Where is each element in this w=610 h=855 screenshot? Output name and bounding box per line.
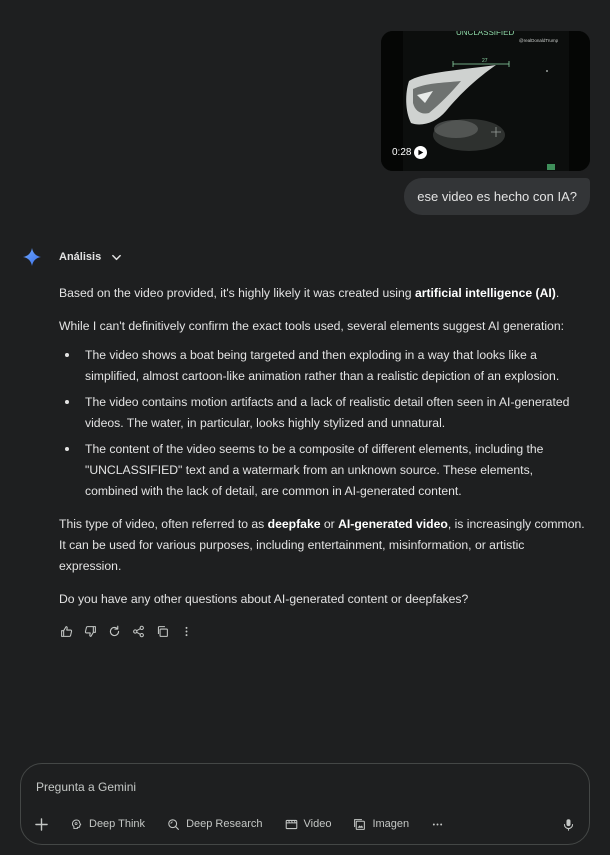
response-bullet-list: [59, 345, 589, 502]
refresh-icon: [108, 625, 121, 638]
deep-think-label: Deep Think: [89, 818, 146, 830]
regenerate-button[interactable]: [107, 624, 121, 638]
response-actions: [59, 624, 193, 638]
deep-research-button[interactable]: [167, 818, 262, 831]
user-message-bubble: [404, 178, 590, 215]
response-paragraph: [59, 283, 589, 304]
add-attachment-button[interactable]: [35, 818, 48, 831]
response-paragraph: While I can't definitively confirm the exact tools used, several elements suggest AI generation:: [59, 319, 564, 333]
user-message-text: ese video es hecho con IA?: [417, 189, 577, 204]
video-overlay-title: UNCLASSIFIED: [456, 31, 515, 37]
share-icon: [132, 625, 145, 638]
thumb-up-icon: [60, 625, 73, 638]
thumb-down-button[interactable]: [83, 624, 97, 638]
video-overlay-source: @realDonaldTrump: [519, 38, 559, 43]
response-bold-text: AI-generated video: [338, 517, 448, 531]
video-thumbnail[interactable]: [381, 31, 590, 171]
bullet-item: The video contains motion artifacts and a lack of realistic detail often seen in AI-generated videos. The water, in particular, looks highly stylized and unnatural.: [59, 392, 589, 434]
imagen-tool-button[interactable]: [353, 818, 409, 831]
deep-think-button[interactable]: [70, 818, 145, 831]
video-tool-button[interactable]: [285, 818, 332, 831]
image-icon: [353, 818, 366, 831]
thumb-up-button[interactable]: [59, 624, 73, 638]
prompt-input[interactable]: [36, 778, 556, 796]
video-duration-text: 0:28: [392, 147, 412, 158]
play-icon[interactable]: [414, 146, 427, 159]
model-label: Análisis: [59, 251, 102, 263]
video-overlay-reading: 27: [482, 58, 488, 64]
microphone-icon: [562, 818, 575, 831]
prompt-composer: [20, 763, 590, 845]
response-bold-text: artificial intelligence (AI): [414, 286, 556, 300]
response-bold-text: deepfake: [267, 517, 321, 531]
response-text: , is increasingly common. It can be used for various purposes, including entertainment, misinformation, or artistic expression.: [59, 517, 585, 573]
share-button[interactable]: [131, 624, 145, 638]
response-text: .: [555, 286, 560, 300]
model-response-body: [59, 283, 589, 622]
copy-icon: [156, 625, 169, 638]
research-icon: [167, 818, 180, 831]
video-tool-label: Video: [303, 818, 332, 830]
more-options-button[interactable]: [179, 624, 193, 638]
response-text: Based on the video provided, it's highly likely it was created using: [59, 286, 415, 300]
response-text: or: [320, 517, 339, 531]
response-paragraph: [59, 514, 589, 577]
video-duration: [392, 146, 427, 159]
gemini-sparkle-icon: [22, 247, 42, 267]
chevron-down-icon[interactable]: [111, 252, 122, 263]
video-icon: [285, 818, 298, 831]
response-text: This type of video, often referred to as: [59, 517, 268, 531]
plus-icon: [35, 818, 48, 831]
bullet-item: The content of the video seems to be a composite of different elements, including the "UNCLASSIFIED" text and a watermark from an unknown source. These elements, combined with the lack of detail, are common in AI-generated content.: [59, 439, 589, 502]
more-tools-button[interactable]: [431, 818, 444, 831]
microphone-button[interactable]: [562, 818, 575, 831]
composer-toolbar: [35, 814, 575, 834]
more-vert-icon: [180, 625, 193, 638]
bullet-item: The video shows a boat being targeted and then exploding in a way that looks like a simplified, almost cartoon-like animation rather than a realistic depiction of an explosion.: [59, 345, 589, 387]
deep-research-label: Deep Research: [186, 818, 263, 830]
response-paragraph: Do you have any other questions about AI-generated content or deepfakes?: [59, 592, 469, 606]
brain-icon: [70, 818, 83, 831]
imagen-tool-label: Imagen: [372, 818, 410, 830]
model-response-header[interactable]: [22, 247, 122, 267]
more-horiz-icon: [431, 818, 444, 831]
copy-button[interactable]: [155, 624, 169, 638]
thumb-down-icon: [84, 625, 97, 638]
